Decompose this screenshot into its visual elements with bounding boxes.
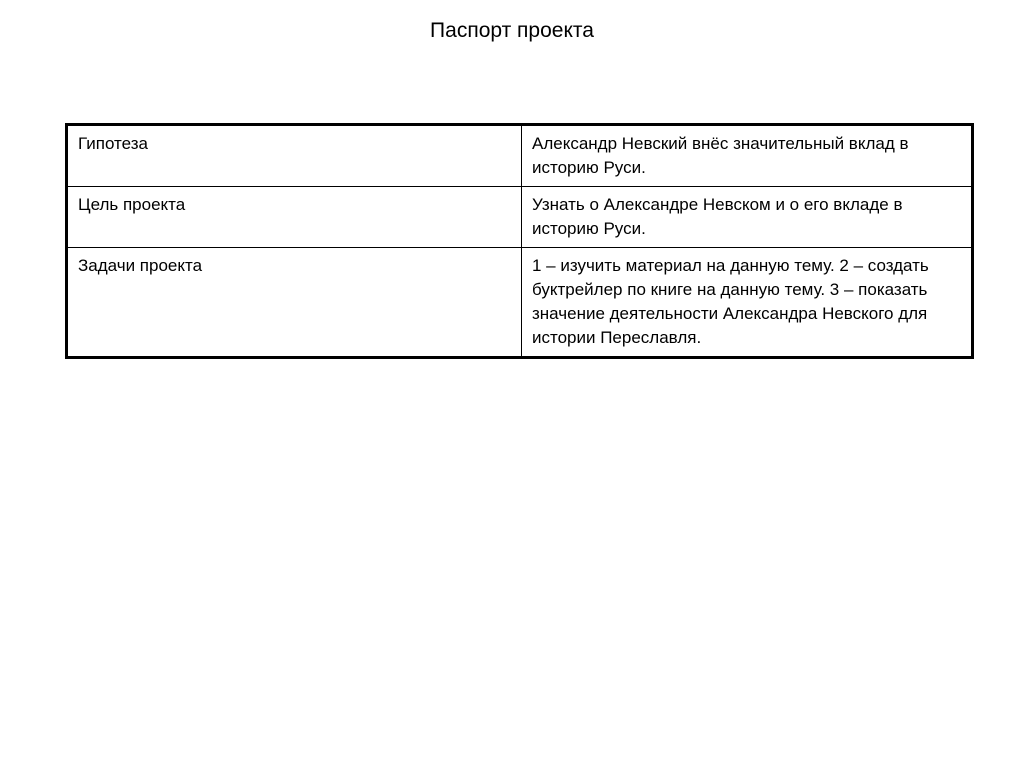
- hypothesis-label: Гипотеза: [67, 125, 522, 187]
- table-row-hypothesis: [67, 125, 973, 187]
- hypothesis-value: Александр Невский внёс значительный вклад в историю Руси.: [522, 125, 973, 187]
- tasks-value: 1 – изучить материал на данную тему. 2 – создать буктрейлер по книге на данную тему. 3 – показать значение деятельности Александра Невского для истории Переславля.: [522, 248, 973, 358]
- page-title: Паспорт проекта: [430, 19, 594, 42]
- tasks-label: Задачи проекта: [67, 248, 522, 358]
- goal-value: Узнать о Александре Невском и о его вкладе в историю Руси.: [522, 187, 973, 248]
- project-passport-table: [65, 123, 974, 359]
- table-row-goal: [67, 187, 973, 248]
- goal-label: Цель проекта: [67, 187, 522, 248]
- table-row-tasks: [67, 248, 973, 358]
